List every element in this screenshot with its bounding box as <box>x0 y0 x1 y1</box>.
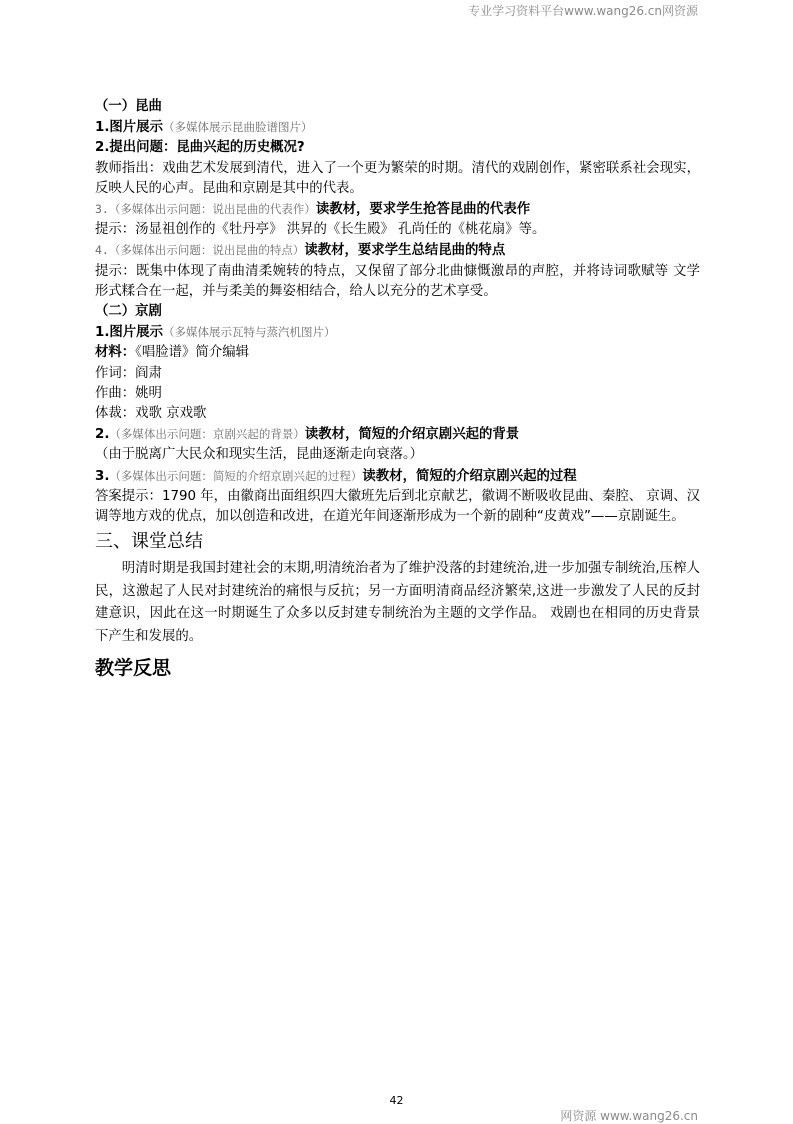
page-number: 42 <box>389 1094 404 1107</box>
document-body <box>95 97 700 682</box>
jingju-item-3-note: （多媒体出示问题：简短的介绍京剧兴起的过程） <box>109 468 363 483</box>
jingju-lyricist: 作词：阎肃 <box>95 365 162 381</box>
jingju-material <box>95 343 700 363</box>
kunqu-item-4 <box>95 240 700 261</box>
jingju-answer: 答案提示：1790 年，由徽商出面组织四大徽班先后到北京献艺，徽调不断吸收昆曲、秦腔、 京调、汉调等地方戏的优点，加以创造和改进，在道光年间逐渐形成为一个新的剧种“皮黄戏”——京剧诞生。 <box>95 488 700 525</box>
jingju-heading: （二）京剧 <box>95 304 162 320</box>
jingju-item-1-label: 1.图片展示 <box>95 325 163 341</box>
jingju-item-2-task: 读教材，简短的介绍京剧兴起的背景 <box>304 427 520 443</box>
jingju-item-1 <box>95 322 700 343</box>
kunqu-hint-2: 提示：既集中体现了南曲清柔婉转的特点，又保留了部分北曲慷慨激昂的声腔，并将诗词歌赋等 文学形式糅合在一起，并与柔美的舞姿相结合，给人以充分的艺术享受。 <box>95 263 700 299</box>
jingju-item-1-note: （多媒体展示瓦特与蒸汽机图片） <box>162 325 336 340</box>
kunqu-hint-1: 提示：汤显祖创作的《牡丹亭》 洪昇的《长生殿》 孔尚任的《桃花扇》等。 <box>95 222 546 238</box>
kunqu-item-4-task: 读教材，要求学生总结昆曲的特点 <box>304 243 506 259</box>
kunqu-item-2: 2.提出问题：昆曲兴起的历史概况? <box>95 140 305 156</box>
jingju-item-3 <box>95 466 700 487</box>
jingju-material-label: 材料： <box>95 345 136 361</box>
jingju-item-2-note: （多媒体出示问题：京剧兴起的背景） <box>109 427 305 442</box>
jingju-material-text: 《唱脸谱》简介编辑 <box>135 345 249 361</box>
reflection-heading: 教学反思 <box>95 657 172 680</box>
footer-watermark: 网资源 www.wang26.cn <box>560 1109 698 1123</box>
jingju-item-2-num: 2. <box>95 427 110 443</box>
kunqu-item-3-note: 3.（多媒体出示问题：说出昆曲的代表作） <box>95 202 316 217</box>
kunqu-item-4-note: 4.（多媒体出示问题：说出昆曲的特点） <box>95 243 305 258</box>
jingju-item-3-num: 3. <box>95 468 110 484</box>
jingju-item-2 <box>95 424 700 445</box>
kunqu-teacher-text: 教师指出：戏曲艺术发展到清代，进入了一个更为繁荣的时期。清代的戏剧创作，紧密联系社会现实，反映人民的心声。昆曲和京剧是其中的代表。 <box>95 160 700 196</box>
summary-paragraph: 明清时期是我国封建社会的末期,明清统治者为了维护没落的封建统治,进一步加强专制统治,压榨人民，这激起了人民对封建统治的痛恨与反抗；另一方面明清商品经济繁荣,这进一步激发了人民的反封建意识，因此在这一时期诞生了众多以反封建专制统治为主题的文学作品。 戏剧也在相同的历史背景下产生和发展的。 <box>95 561 700 644</box>
kunqu-item-1-note: （多媒体展示昆曲脸谱图片） <box>162 120 313 135</box>
kunqu-item-1-label: 1.图片展示 <box>95 120 163 136</box>
kunqu-item-3-task: 读教材，要求学生抢答昆曲的代表作 <box>315 202 531 218</box>
jingju-item-3-task: 读教材，简短的介绍京剧兴起的过程 <box>362 468 577 484</box>
kunqu-item-3 <box>95 199 700 220</box>
jingju-background: （由于脱离广大民众和现实生活，昆曲逐渐走向衰落。） <box>95 447 424 463</box>
header-watermark: 专业学习资料平台www.wang26.cn网资源 <box>468 4 698 18</box>
jingju-genre: 体裁：戏歌 京戏歌 <box>95 406 207 422</box>
kunqu-item-1 <box>95 117 700 138</box>
summary-heading: 三、课堂总结 <box>95 531 203 553</box>
kunqu-heading: （一）昆曲 <box>95 99 162 114</box>
jingju-composer: 作曲：姚明 <box>95 385 162 401</box>
